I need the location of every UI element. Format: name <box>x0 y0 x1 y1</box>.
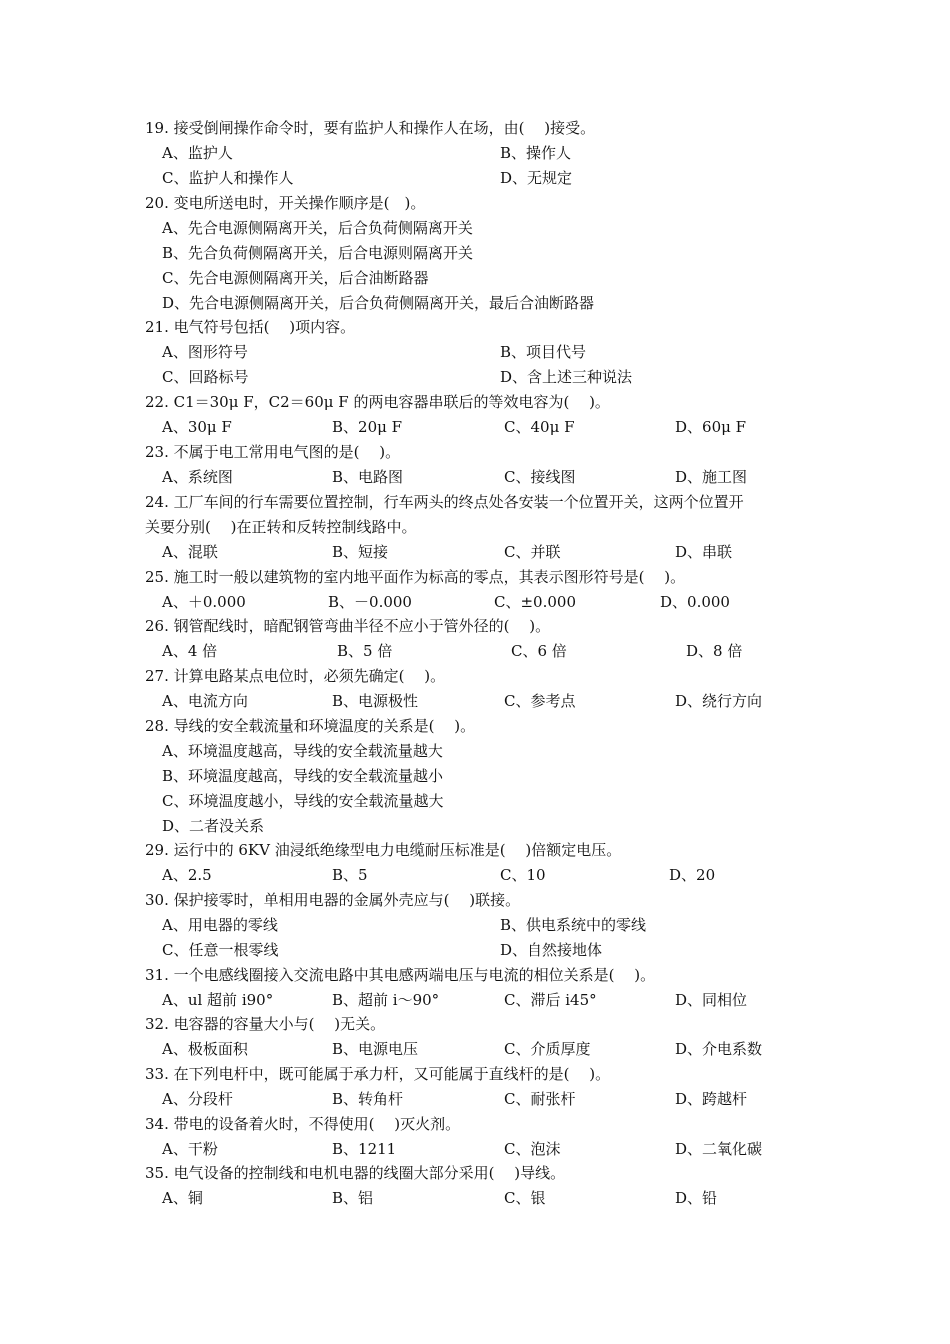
option-21d: D、含上述三种说法 <box>500 368 633 386</box>
option-34d: D、二氧化碳 <box>675 1140 763 1158</box>
option-30b: B、供电系统中的零线 <box>500 916 647 934</box>
option-35d: D、铅 <box>675 1189 718 1207</box>
option-19b: B、操作人 <box>500 144 572 162</box>
option-30c: C、任意一根零线 <box>162 941 279 959</box>
question-32: 32. 电容器的容量大小与( )无关。 <box>145 1015 386 1033</box>
option-29d: D、20 <box>669 866 716 884</box>
option-31a: A、ul 超前 i90° <box>162 991 274 1009</box>
option-26c: C、6 倍 <box>511 642 567 660</box>
option-25c: C、±0.000 <box>494 593 576 611</box>
option-30d: D、自然接地体 <box>500 941 603 959</box>
option-25a: A、＋0.000 <box>162 593 246 611</box>
option-19a: A、监护人 <box>162 144 233 162</box>
option-20c: C、先合电源侧隔离开关，后合油断路器 <box>162 269 429 287</box>
option-23d: D、施工图 <box>675 468 748 486</box>
option-22b: B、20μ F <box>332 418 403 436</box>
option-35a: A、铜 <box>162 1189 203 1207</box>
option-28d: D、二者没关系 <box>162 817 265 835</box>
option-25d: D、0.000 <box>660 593 730 611</box>
option-19c: C、监护人和操作人 <box>162 169 294 187</box>
question-24: 24. 工厂车间的行车需要位置控制，行车两头的终点处各安装一个位置开关，这两个位置开 <box>145 493 744 511</box>
question-27: 27. 计算电路某点电位时，必须先确定( )。 <box>145 667 446 685</box>
option-26d: D、8 倍 <box>686 642 743 660</box>
option-20b: B、先合负荷侧隔离开关，后合电源则隔离开关 <box>162 244 474 262</box>
option-23c: C、接线图 <box>504 468 576 486</box>
option-24b: B、短接 <box>332 543 389 561</box>
question-26: 26. 钢管配线时，暗配钢管弯曲半径不应小于管外径的( )。 <box>145 617 551 635</box>
question-19: 19. 接受倒闸操作命令时，要有监护人和操作人在场，由( )接受。 <box>145 119 596 137</box>
option-24c: C、并联 <box>504 543 561 561</box>
option-35c: C、银 <box>504 1189 546 1207</box>
option-22c: C、40μ F <box>504 418 575 436</box>
question-28: 28. 导线的安全载流量和环境温度的关系是( )。 <box>145 717 476 735</box>
option-28a: A、环境温度越高，导线的安全载流量越大 <box>162 742 443 760</box>
option-35b: B、铝 <box>332 1189 374 1207</box>
option-33a: A、分段杆 <box>162 1090 233 1108</box>
option-32c: C、介质厚度 <box>504 1040 591 1058</box>
option-21a: A、图形符号 <box>162 343 248 361</box>
option-19d: D、无规定 <box>500 169 573 187</box>
option-34a: A、干粉 <box>162 1140 218 1158</box>
question-31: 31. 一个电感线圈接入交流电路中其电感两端电压与电流的相位关系是( )。 <box>145 966 656 984</box>
question-21: 21. 电气符号包括( )项内容。 <box>145 318 356 336</box>
option-33d: D、跨越杆 <box>675 1090 748 1108</box>
option-31b: B、超前 i～90° <box>332 991 440 1009</box>
option-26a: A、4 倍 <box>162 642 218 660</box>
option-31d: D、同相位 <box>675 991 748 1009</box>
option-32b: B、电源电压 <box>332 1040 419 1058</box>
option-24a: A、混联 <box>162 543 218 561</box>
question-29: 29. 运行中的 6KV 油浸纸绝缘型电力电缆耐压标准是( )倍额定电压。 <box>145 841 622 859</box>
question-35: 35. 电气设备的控制线和电机电器的线圈大部分采用( )导线。 <box>145 1164 566 1182</box>
question-20: 20. 变电所送电时，开关操作顺序是( )。 <box>145 194 426 212</box>
option-30a: A、用电器的零线 <box>162 916 278 934</box>
question-25: 25. 施工时一般以建筑物的室内地平面作为标高的零点，其表示图形符号是( )。 <box>145 568 686 586</box>
option-20a: A、先合电源侧隔离开关，后合负荷侧隔离开关 <box>162 219 473 237</box>
question-33: 33. 在下列电杆中，既可能属于承力杆，又可能属于直线杆的是( )。 <box>145 1065 611 1083</box>
option-32a: A、极板面积 <box>162 1040 248 1058</box>
option-21b: B、项目代号 <box>500 343 587 361</box>
question-23: 23. 不属于电工常用电气图的是( )。 <box>145 443 401 461</box>
option-25b: B、－0.000 <box>328 593 412 611</box>
option-32d: D、介电系数 <box>675 1040 763 1058</box>
option-29a: A、2.5 <box>162 866 212 884</box>
option-27a: A、电流方向 <box>162 692 248 710</box>
option-20d: D、先合电源侧隔离开关，后合负荷侧隔离开关，最后合油断路器 <box>162 294 595 312</box>
option-22d: D、60μ F <box>675 418 747 436</box>
option-28b: B、环境温度越高，导线的安全载流量越小 <box>162 767 444 785</box>
option-29c: C、10 <box>500 866 546 884</box>
question-24-continued: 关要分别( )在正转和反转控制线路中。 <box>145 518 417 536</box>
option-21c: C、回路标号 <box>162 368 249 386</box>
option-24d: D、串联 <box>675 543 733 561</box>
option-34c: C、泡沫 <box>504 1140 561 1158</box>
option-27c: C、参考点 <box>504 692 576 710</box>
option-33c: C、耐张杆 <box>504 1090 576 1108</box>
option-22a: A、30μ F <box>162 418 232 436</box>
option-29b: B、5 <box>332 866 368 884</box>
option-27b: B、电源极性 <box>332 692 419 710</box>
option-33b: B、转角杆 <box>332 1090 404 1108</box>
option-26b: B、5 倍 <box>337 642 393 660</box>
option-23b: B、电路图 <box>332 468 404 486</box>
option-31c: C、滞后 i45° <box>504 991 597 1009</box>
option-27d: D、绕行方向 <box>675 692 763 710</box>
question-34: 34. 带电的设备着火时，不得使用( )灭火剂。 <box>145 1115 461 1133</box>
option-23a: A、系统图 <box>162 468 233 486</box>
question-30: 30. 保护接零时，单相用电器的金属外壳应与( )联接。 <box>145 891 521 909</box>
option-34b: B、1211 <box>332 1140 397 1158</box>
option-28c: C、环境温度越小，导线的安全载流量越大 <box>162 792 444 810</box>
question-22: 22. C1＝30μ F，C2＝60μ F 的两电容器串联后的等效电容为( )。 <box>145 393 610 411</box>
